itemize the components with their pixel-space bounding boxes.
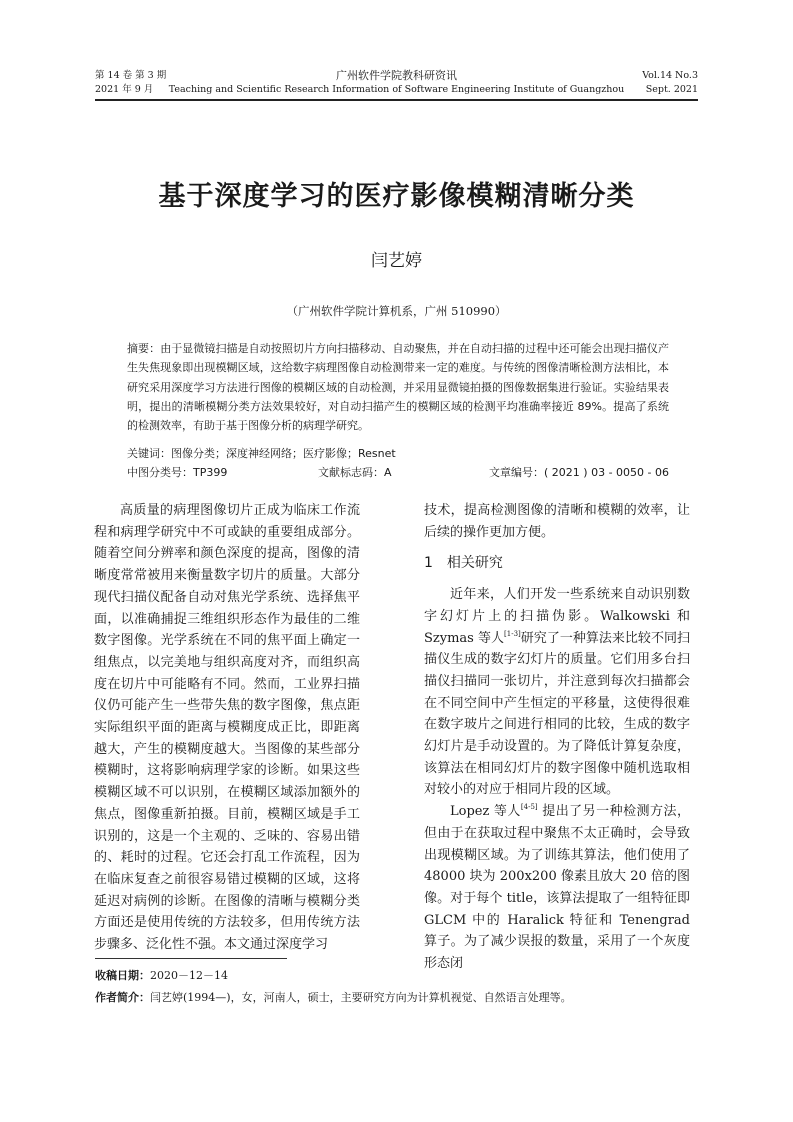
header-journal-en: Teaching and Scientific Research Information of Software Engineering Institute of Guangzhou: [168, 84, 625, 95]
intro-paragraph: 高质量的病理图像切片正成为临床工作流程和病理学研究中不可或缺的重要组成部分。随着空间分辨率和颜色深度的提高，图像的清晰度常常被用来衡量数字切片的质量。大部分现代扫描仪配备自动对焦光学系统、选择焦平面，以准确捕捉三维组织形态作为最佳的二维数字图像。光学系统在不同的焦平面上确定一组焦点，以完美地与组织高度对齐，而组织高度在切片中可能略有不同。然而，工业界扫描仪仍可能产生一些带失焦的数字图像，焦点距实际组织平面的距离与模糊度成正比，即距离越大，产生的模糊度越大。当图像的某些部分模糊时，这将影响病理学家的诊断。如果这些模糊区域不可以识别，在模糊区域添加额外的焦点，图像重新拍摄。目前，模糊区域是手工识别的，这是一个主观的、乏味的、容易出错的、耗时的过程。它还会打乱工作流程，因为在临床复查之前很容易错过模糊的区域，这将延迟对病例的诊断。在图像的清晰与模糊分类方面还是使用传统的方法较多，但用传统方法步骤多、泛化性不强。本文通过深度学习: [94, 503, 360, 953]
abstract-label: 摘要：: [127, 342, 161, 355]
header-date-en: Sept. 2021: [645, 84, 698, 95]
keywords: [127, 444, 669, 463]
section-heading: [424, 553, 690, 575]
section-number: 1: [424, 555, 433, 572]
article-number: 文章编号：( 2021 ) 03 - 0050 - 06: [489, 466, 669, 479]
received-date: 2020－12－14: [150, 969, 228, 982]
footnote-author-bio: [95, 990, 715, 1005]
related-work-paragraph-1: [424, 584, 690, 801]
clc-number: 中图分类号：TP399: [127, 466, 228, 479]
body-left-column: [94, 500, 360, 956]
paper-title: 基于深度学习的医疗影像模糊清晰分类: [158, 181, 635, 212]
author-bio-text: 闫艺婷(1994—)，女，河南人，硕士，主要研究方向为计算机视觉、自然语言处理等。: [150, 991, 572, 1004]
header-volume-cn: 第 14 卷 第 3 期: [95, 70, 167, 81]
citation-ref: [4-5]: [520, 803, 538, 812]
section-title: 相关研究: [446, 555, 503, 572]
keywords-label: 关键词：: [127, 447, 171, 460]
paragraph-text: Lopez 等人: [450, 804, 521, 820]
body-right-column: [424, 500, 690, 975]
paragraph-text: 近年来，人们开发一些系统来自动识别数字幻灯片上的扫描伪影。Walkowski 和 Szymas 等人: [424, 587, 690, 646]
header-volume-info: [642, 69, 698, 97]
intro-continued-paragraph: 技术，提高检测图像的清晰和模糊的效率，让后续的操作更加方便。: [424, 503, 690, 540]
header-journal-cn: 广州软件学院教科研资讯: [336, 69, 457, 82]
header-rule: [95, 99, 698, 101]
header-date-cn: 2021 年 9 月: [95, 84, 154, 95]
document-code: 文献标志码：A: [318, 466, 392, 479]
abstract: [127, 339, 669, 435]
citation-ref: [1-3]: [504, 629, 521, 638]
keywords-text: 图像分类；深度神经网络；医疗影像；Resnet: [171, 447, 396, 460]
header-volume-en: Vol.14 No.3: [642, 70, 698, 81]
footnote-received: [95, 968, 715, 983]
footnote-rule: [95, 958, 287, 959]
related-work-paragraph-2: [424, 801, 690, 975]
paragraph-text: 提出了另一种检测方法，但由于在获取过程中聚焦不太正确时，会导致出现模糊区域。为了训练其算法，他们使用了 48000 块为 200x200 像素且放大 20 倍的图像。对于每个 title，该算法提取了一组特征即 GLCM 中的 Haralick 特征和 Tenengrad 算子。为了减少误报的数量，采用了一个灰度形态闭: [424, 804, 690, 972]
author-bio-label: 作者简介：: [95, 991, 150, 1004]
classification-row: [127, 463, 669, 482]
abstract-text: 由于显微镜扫描是自动按照切片方向扫描移动、自动聚焦，并在自动扫描的过程中还可能会出现扫描仪产生失焦现象即出现模糊区域，这给数字病理图像自动检测带来一定的难度。与传统的图像清晰检测方法相比，本研究采用深度学习方法进行图像的模糊区域的自动检测，并采用显微镜拍摄的图像数据集进行验证。实验结果表明，提出的清晰模糊分类方法效果较好，对自动扫描产生的模糊区域的检测平均准确率接近 89%。提高了系统的检测效率，有助于基于图像分析的病理学研究。: [127, 342, 669, 433]
paragraph-text: 研究了一种算法来比较不同扫描仪生成的数字幻灯片的质量。它们用多台扫描仪扫描同一张切片，并注意到每次扫描都会在不同空间中产生恒定的平移量，这使得很难在数字玻片之间进行相同的比较，生成的数字幻灯片是手动设置的。为了降低计算复杂度，该算法在相同幻灯片的数字图像中随机选取相对较小的对应于相同片段的区域。: [424, 630, 690, 798]
paper-affiliation: （广州软件学院计算机系，广州 510990）: [286, 304, 507, 318]
received-label: 收稿日期：: [95, 969, 150, 982]
paper-author: 闫艺婷: [371, 251, 422, 271]
